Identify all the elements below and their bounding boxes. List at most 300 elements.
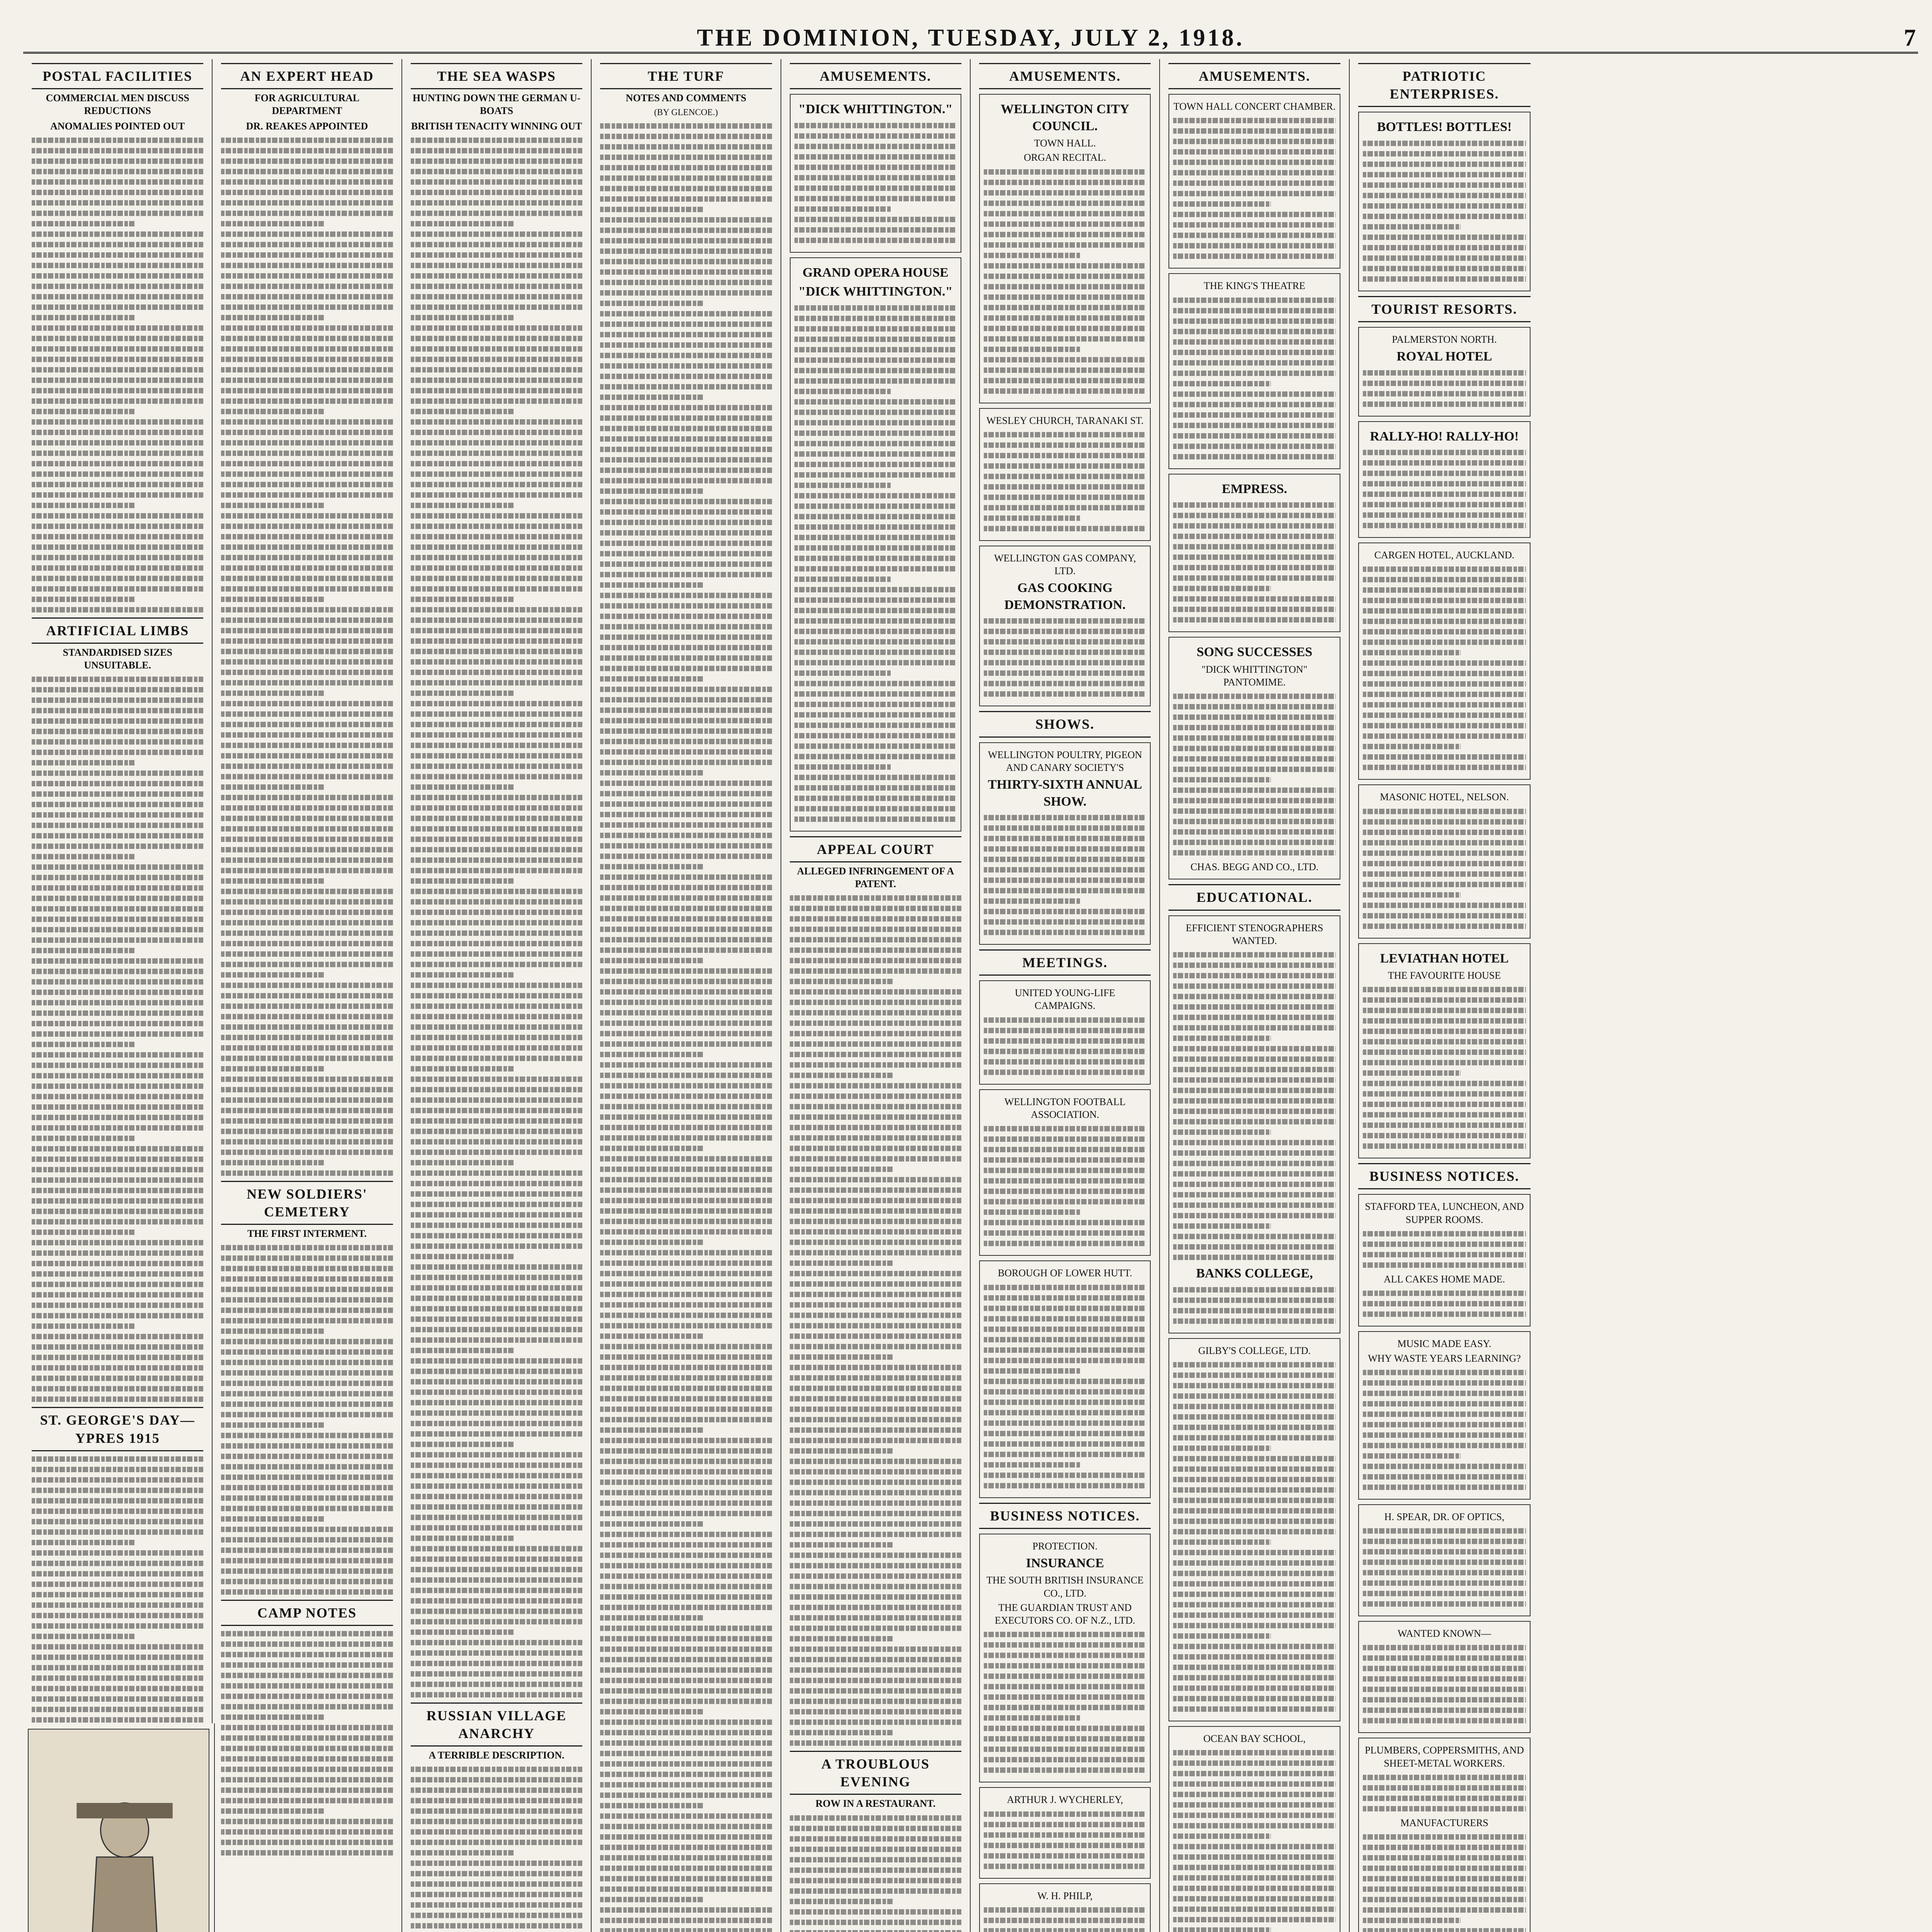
- text-line: [1173, 1308, 1335, 1313]
- text-line: [1363, 276, 1526, 282]
- text-line: [600, 1198, 772, 1203]
- ad-title: PROTECTION.: [1032, 1540, 1098, 1552]
- text-line: [221, 1652, 393, 1657]
- text-line: [790, 1730, 893, 1735]
- text-line: [411, 764, 582, 769]
- ad-body: [1173, 298, 1335, 459]
- text-line: [32, 200, 203, 206]
- text-line: [794, 326, 957, 332]
- text-line: [1363, 1876, 1526, 1881]
- text-line: [984, 909, 1146, 914]
- text-line: [600, 1177, 772, 1182]
- text-line: [1173, 1875, 1335, 1881]
- text-line: [32, 1125, 203, 1131]
- text-line: [411, 1452, 582, 1458]
- text-line: [1363, 987, 1526, 992]
- text-line: [1363, 744, 1461, 749]
- text-line: [790, 1553, 961, 1558]
- text-line: [1173, 1854, 1335, 1860]
- text-line: [984, 253, 1081, 258]
- text-line: [32, 148, 203, 153]
- ad-title: WELLINGTON CITY COUNCIL.: [1000, 102, 1129, 133]
- text-line: [32, 1042, 135, 1047]
- text-line: [790, 1187, 961, 1193]
- text-line: [600, 864, 703, 869]
- text-line: [221, 1443, 393, 1449]
- text-line: [32, 597, 135, 602]
- section-educational: EDUCATIONAL.: [1168, 884, 1340, 910]
- ad-subtitle: "DICK WHITTINGTON.": [798, 284, 953, 299]
- text-line: [600, 687, 772, 692]
- text-line: [1363, 1081, 1526, 1086]
- text-line: [411, 1077, 582, 1082]
- text-line: [1173, 433, 1335, 439]
- text-line: [32, 885, 203, 891]
- text-line: [1363, 512, 1526, 518]
- text-line: [790, 1260, 893, 1266]
- text-line: [790, 1365, 961, 1370]
- text-line: [600, 1313, 772, 1318]
- text-line: [790, 1302, 961, 1308]
- text-line: [32, 534, 203, 539]
- text-line: [984, 1157, 1146, 1163]
- text-line: [221, 1412, 393, 1417]
- text-line: [1173, 1140, 1335, 1145]
- text-line: [1173, 1927, 1270, 1932]
- text-line: [221, 1485, 393, 1490]
- text-line: [794, 660, 957, 665]
- text-line: [32, 1303, 203, 1308]
- text-line: [600, 1511, 772, 1516]
- ad-protection: [979, 1534, 1151, 1783]
- text-line: [1173, 973, 1335, 978]
- text-line: [790, 1292, 961, 1297]
- text-line: [221, 1066, 324, 1071]
- text-line: [221, 899, 393, 905]
- text-line: [411, 1871, 582, 1876]
- text-line: [221, 1360, 393, 1365]
- text-line: [1173, 994, 1335, 999]
- text-line: [1173, 201, 1270, 207]
- section-business-notices: BUSINESS NOTICES.: [1358, 1163, 1531, 1189]
- ad-body: [1363, 1775, 1526, 1811]
- text-line: [32, 1010, 203, 1016]
- subhead-description: A TERRIBLE DESCRIPTION.: [429, 1750, 565, 1761]
- text-line: [1363, 1866, 1526, 1871]
- text-line: [32, 357, 203, 362]
- text-line: [411, 1379, 582, 1384]
- text-line: [411, 1150, 582, 1155]
- ad-young-life: [979, 980, 1151, 1085]
- text-line: [600, 1333, 703, 1339]
- subhead-anomalies: ANOMALIES POINTED OUT: [50, 120, 185, 132]
- text-line: [411, 471, 582, 477]
- text-line: [600, 1813, 772, 1819]
- text-line: [600, 1292, 772, 1297]
- text-line: [984, 1642, 1146, 1648]
- text-line: [600, 885, 772, 890]
- text-line: [1363, 650, 1461, 655]
- text-line: [221, 826, 393, 832]
- text-line: [600, 1500, 772, 1506]
- text-line: [984, 484, 1146, 490]
- text-line: [221, 701, 393, 706]
- text-line: [411, 304, 582, 310]
- text-line: [790, 1427, 961, 1433]
- headline-st-georges-day: ST. GEORGE'S DAY—YPRES 1915: [32, 1407, 203, 1451]
- text-line: [1173, 381, 1270, 386]
- text-line: [600, 426, 772, 431]
- text-line: [600, 478, 772, 483]
- text-line: [1363, 1485, 1526, 1490]
- text-line: [411, 910, 582, 915]
- text-line: [794, 378, 957, 384]
- text-line: [411, 1473, 582, 1478]
- text-line: [790, 1250, 961, 1255]
- text-line: [984, 180, 1146, 185]
- text-line: [600, 874, 772, 880]
- text-line: [790, 1836, 961, 1842]
- text-line: [221, 1662, 393, 1668]
- text-line: [32, 1376, 203, 1381]
- text-line: [221, 670, 393, 675]
- text-line: [411, 1850, 514, 1855]
- article-body: [32, 677, 203, 1402]
- text-line: [1173, 1435, 1335, 1440]
- column-3: [402, 59, 592, 1932]
- text-line: [1363, 892, 1461, 898]
- text-line: [32, 576, 203, 581]
- text-line: [1363, 861, 1526, 866]
- text-line: [411, 1442, 514, 1447]
- text-line: [221, 451, 393, 456]
- text-line: [1363, 370, 1526, 376]
- headline-cemetery: NEW SOLDIERS' CEMETERY: [221, 1181, 393, 1225]
- text-line: [600, 561, 772, 567]
- text-line: [600, 718, 772, 723]
- text-line: [1173, 1886, 1335, 1891]
- text-line: [1173, 1498, 1335, 1503]
- text-line: [600, 843, 772, 849]
- text-line: [790, 1135, 961, 1141]
- text-line: [794, 796, 957, 801]
- text-line: [1363, 1907, 1526, 1913]
- text-line: [221, 1756, 393, 1762]
- text-line: [600, 1031, 772, 1036]
- text-line: [32, 1509, 203, 1514]
- text-line: [984, 1632, 1146, 1637]
- text-line: [600, 572, 772, 577]
- headline-postal: POSTAL FACILITIES: [32, 63, 203, 89]
- text-line: [794, 196, 957, 201]
- text-line: [1173, 1665, 1335, 1670]
- text-line: [1363, 809, 1526, 814]
- text-line: [32, 823, 203, 828]
- text-line: [794, 514, 957, 519]
- text-line: [984, 326, 1146, 331]
- text-line: [600, 1793, 772, 1798]
- text-line: [1173, 1685, 1335, 1691]
- text-line: [600, 655, 772, 661]
- text-line: [411, 357, 582, 362]
- text-line: [1173, 502, 1335, 508]
- text-line: [600, 770, 703, 776]
- text-line: [1173, 1644, 1335, 1649]
- ad-body: [1363, 1370, 1526, 1490]
- text-line: [32, 739, 203, 745]
- subhead-uboats: HUNTING DOWN THE GERMAN U-BOATS: [412, 92, 581, 117]
- text-line: [1363, 587, 1526, 593]
- text-line: [600, 1229, 772, 1235]
- text-line: [1363, 765, 1526, 770]
- text-line: [221, 1056, 393, 1061]
- text-line: [600, 1041, 772, 1047]
- text-line: [411, 1483, 582, 1489]
- text-line: [411, 398, 582, 404]
- text-line: [1363, 1143, 1526, 1149]
- text-line: [32, 687, 203, 692]
- column-5: [781, 59, 971, 1932]
- text-line: [411, 1129, 582, 1134]
- text-line: [32, 419, 203, 425]
- text-line: [790, 1657, 961, 1662]
- text-line: [411, 899, 582, 905]
- ad-title: EMPRESS.: [1222, 481, 1287, 496]
- text-line: [600, 1480, 772, 1485]
- text-line: [411, 847, 582, 852]
- text-line: [984, 515, 1081, 521]
- text-line: [1173, 423, 1335, 428]
- ad-body: [1363, 809, 1526, 929]
- text-line: [221, 1276, 393, 1282]
- text-line: [984, 336, 1146, 342]
- text-line: [1363, 871, 1526, 877]
- ad-title: THE KING'S THEATRE: [1204, 280, 1305, 292]
- ad-title: RALLY-HO! RALLY-HO!: [1370, 429, 1519, 444]
- text-line: [790, 1146, 961, 1151]
- text-line: [1363, 1133, 1526, 1138]
- text-line: [600, 958, 703, 963]
- text-line: [411, 659, 582, 665]
- text-line: [600, 520, 772, 525]
- text-line: [790, 1542, 893, 1548]
- text-line: [1173, 1760, 1335, 1766]
- text-line: [600, 1281, 772, 1287]
- text-line: [984, 315, 1146, 321]
- text-line: [1173, 1192, 1335, 1197]
- ad-music: [1358, 1331, 1531, 1500]
- text-line: [600, 1459, 772, 1464]
- text-line: [1363, 903, 1526, 908]
- text-line: [1173, 1550, 1335, 1555]
- text-line: [411, 367, 582, 372]
- text-line: [790, 1459, 961, 1464]
- ad-football: [979, 1089, 1151, 1256]
- text-line: [411, 440, 582, 446]
- text-line: [1363, 1370, 1526, 1375]
- text-line: [794, 347, 957, 352]
- ad-line: MANUFACTURERS: [1400, 1817, 1488, 1828]
- text-line: [411, 1840, 582, 1845]
- text-line: [32, 1355, 203, 1360]
- text-line: [411, 388, 582, 393]
- text-line: [794, 597, 957, 603]
- text-line: [984, 846, 1146, 852]
- text-line: [1173, 1706, 1335, 1712]
- text-line: [1173, 1750, 1335, 1755]
- text-line: [32, 1386, 203, 1391]
- text-line: [600, 1302, 772, 1308]
- ad-body: [1173, 952, 1335, 1260]
- text-line: [411, 732, 582, 738]
- text-line: [984, 526, 1146, 531]
- text-line: [984, 190, 1146, 196]
- text-line: [1173, 1298, 1335, 1303]
- text-line: [600, 311, 772, 316]
- text-line: [32, 1582, 203, 1587]
- text-line: [411, 1892, 582, 1897]
- text-line: [790, 1646, 961, 1652]
- text-line: [32, 1209, 203, 1214]
- text-line: [794, 629, 957, 634]
- text-line: [790, 895, 961, 901]
- text-line: [32, 1456, 203, 1462]
- text-line: [32, 211, 203, 216]
- text-line: [600, 1406, 772, 1412]
- text-line: [790, 1815, 961, 1821]
- text-line: [32, 1323, 135, 1329]
- text-line: [32, 138, 203, 143]
- text-line: [411, 190, 582, 195]
- text-line: [794, 587, 957, 592]
- text-line: [600, 624, 772, 629]
- text-line: [1173, 1036, 1270, 1041]
- headline-appeal-court: APPEAL COURT: [790, 836, 961, 862]
- text-line: [600, 1250, 772, 1255]
- text-line: [790, 1094, 961, 1099]
- text-line: [600, 1020, 772, 1026]
- text-line: [411, 1515, 582, 1520]
- ad-body: [984, 1285, 1146, 1488]
- text-line: [1173, 1792, 1335, 1797]
- text-line: [1173, 1519, 1335, 1524]
- text-line: [411, 1316, 582, 1322]
- text-line: [411, 1035, 582, 1040]
- text-line: [221, 534, 393, 539]
- text-line: [600, 749, 772, 755]
- text-line: [411, 930, 582, 936]
- text-line: [984, 857, 1146, 862]
- ad-ocean-bay: [1168, 1726, 1340, 1932]
- text-line: [32, 179, 203, 185]
- text-line: [984, 691, 1146, 697]
- text-line: [221, 211, 393, 216]
- text-line: [790, 958, 961, 963]
- text-line: [1363, 1886, 1526, 1892]
- text-line: [1173, 575, 1335, 581]
- text-line: [1363, 1549, 1526, 1554]
- text-line: [411, 1108, 582, 1113]
- ad-subtitle: THE FAVOURITE HOUSE: [1388, 970, 1501, 981]
- text-line: [411, 920, 582, 925]
- text-line: [32, 1094, 203, 1099]
- text-line: [411, 1494, 582, 1499]
- text-line: [794, 185, 957, 191]
- text-line: [221, 1767, 393, 1772]
- text-line: [1173, 1109, 1335, 1114]
- text-line: [1363, 492, 1526, 497]
- text-line: [984, 1907, 1146, 1913]
- text-line: [1173, 402, 1335, 407]
- text-line: [600, 1646, 772, 1652]
- text-line: [1363, 245, 1526, 250]
- text-line: [1173, 412, 1335, 418]
- text-line: [1363, 193, 1526, 198]
- section-meetings: MEETINGS.: [979, 949, 1151, 976]
- text-line: [1363, 608, 1526, 614]
- text-line: [1173, 1623, 1335, 1628]
- text-line: [221, 1401, 393, 1407]
- text-line: [411, 169, 582, 174]
- text-line: [984, 681, 1146, 686]
- text-line: [794, 702, 957, 707]
- text-line: [1363, 1049, 1526, 1055]
- text-line: [984, 201, 1146, 206]
- text-line: [411, 211, 582, 216]
- text-line: [32, 367, 203, 372]
- text-line: [600, 1000, 772, 1005]
- text-line: [221, 680, 393, 685]
- text-line: [1363, 1060, 1526, 1065]
- text-line: [1363, 913, 1526, 918]
- text-line: [1173, 308, 1335, 313]
- text-line: [790, 1909, 961, 1915]
- text-line: [600, 1699, 772, 1704]
- text-line: [411, 941, 582, 946]
- column-2: [213, 59, 402, 1932]
- text-line: [984, 1199, 1146, 1204]
- text-line: [32, 252, 203, 258]
- ad-poultry-show: [979, 742, 1151, 945]
- text-line: [790, 968, 961, 974]
- text-line: [1363, 1391, 1526, 1396]
- text-line: [984, 1853, 1146, 1859]
- text-line: [790, 1052, 961, 1057]
- text-line: [600, 697, 772, 702]
- text-line: [1363, 1785, 1526, 1791]
- text-line: [1173, 617, 1335, 622]
- text-line: [984, 453, 1146, 458]
- text-line: [411, 1819, 582, 1824]
- text-line: [411, 1306, 582, 1311]
- text-line: [32, 409, 135, 414]
- ad-title: CARGEN HOTEL, AUCKLAND.: [1374, 549, 1515, 561]
- text-line: [411, 1139, 582, 1145]
- article-body: [221, 1631, 393, 1855]
- text-line: [32, 791, 203, 797]
- text-line: [790, 1699, 961, 1704]
- text-line: [1363, 1718, 1526, 1723]
- text-line: [600, 801, 772, 807]
- text-line: [1173, 1560, 1335, 1566]
- text-line: [32, 1477, 203, 1483]
- text-line: [1173, 735, 1335, 741]
- text-line: [411, 1692, 582, 1697]
- text-line: [411, 1337, 582, 1343]
- text-line: [984, 274, 1146, 279]
- text-line: [1173, 746, 1335, 751]
- text-line: [1363, 266, 1526, 271]
